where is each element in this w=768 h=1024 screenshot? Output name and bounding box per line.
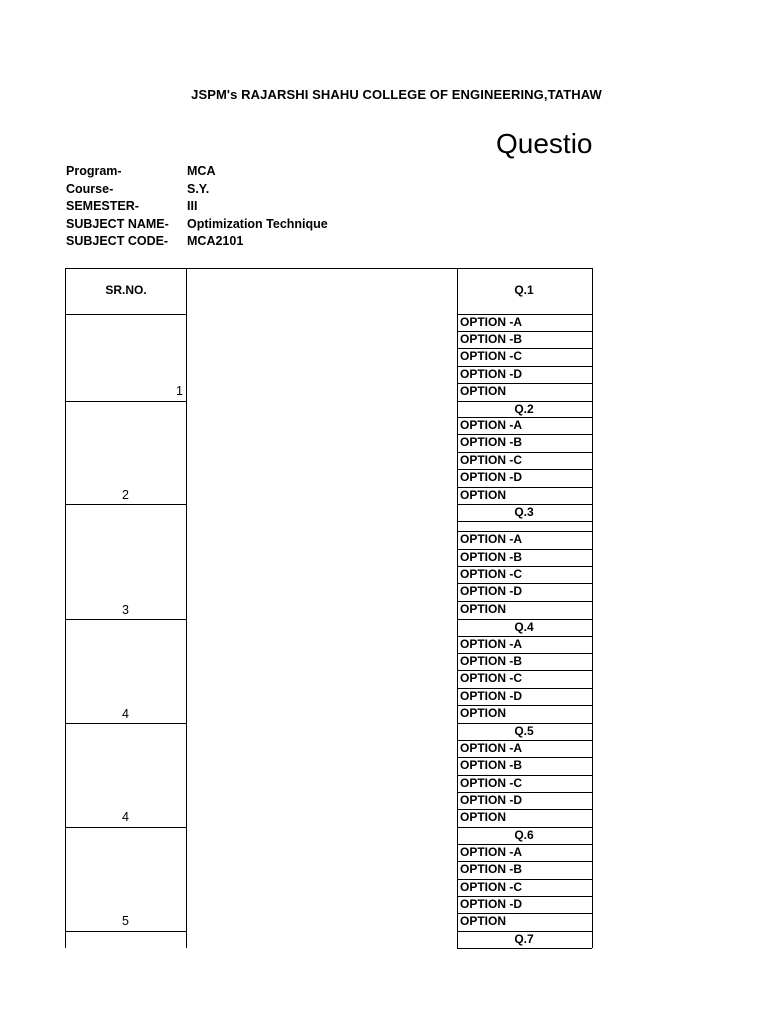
meta-value: III — [187, 199, 198, 213]
option-label: OPTION -B — [460, 435, 522, 449]
page-title: Questio — [496, 128, 593, 159]
option-label: OPTION -D — [460, 793, 522, 807]
sr-number: 3 — [122, 603, 129, 617]
option-label: OPTION — [460, 488, 507, 502]
question-label: Q.1 — [514, 283, 534, 297]
sr-row-line — [65, 931, 186, 932]
option-label: OPTION — [460, 914, 507, 928]
question-label: Q.5 — [514, 724, 534, 738]
question-column-left-border — [457, 268, 458, 948]
option-label: OPTION -B — [460, 758, 522, 772]
sr-no-header: SR.NO. — [105, 283, 147, 297]
option-label: OPTION -A — [460, 418, 522, 432]
option-label: OPTION -A — [460, 741, 522, 755]
sr-column-divider — [186, 268, 187, 948]
option-label: OPTION -D — [460, 584, 522, 598]
option-label: OPTION -D — [460, 689, 522, 703]
option-label: OPTION -A — [460, 315, 522, 329]
option-label: OPTION — [460, 706, 507, 720]
option-label: OPTION -B — [460, 550, 522, 564]
meta-key: SEMESTER- — [66, 199, 139, 213]
meta-value: MCA — [187, 164, 216, 178]
option-label: OPTION -A — [460, 532, 522, 546]
option-label: OPTION — [460, 810, 507, 824]
question-label: Q.2 — [514, 402, 534, 416]
sr-number: 1 — [176, 384, 183, 398]
table-top-border — [65, 268, 592, 269]
meta-value: Optimization Technique — [187, 216, 328, 231]
option-label: OPTION -B — [460, 654, 522, 668]
sr-number: 4 — [122, 707, 129, 721]
option-label: OPTION -D — [460, 470, 522, 484]
meta-value: S.Y. — [187, 181, 210, 196]
sr-row-line — [65, 504, 186, 505]
option-label: OPTION — [460, 602, 507, 616]
question-label: Q.4 — [514, 620, 534, 634]
option-label: OPTION -C — [460, 880, 522, 894]
option-label: OPTION -C — [460, 453, 522, 467]
sr-header-bottom — [65, 314, 186, 315]
option-label: OPTION -B — [460, 862, 522, 876]
option-label: OPTION -A — [460, 845, 522, 859]
option-label: OPTION -B — [460, 332, 522, 346]
table-right-border — [592, 268, 593, 948]
question-label: Q.7 — [514, 932, 534, 946]
sr-row-line — [65, 619, 186, 620]
question-label-row-line — [457, 521, 592, 522]
meta-key: SUBJECT NAME- — [66, 216, 169, 231]
option-label: OPTION -D — [460, 367, 522, 381]
sr-number: 4 — [122, 810, 129, 824]
sr-number: 2 — [122, 488, 129, 502]
question-label-row-line — [457, 948, 592, 949]
meta-key: Course- — [66, 181, 114, 196]
sr-row-line — [65, 827, 186, 828]
question-label: Q.3 — [514, 505, 534, 519]
option-label: OPTION — [460, 384, 507, 398]
question-label: Q.6 — [514, 828, 534, 842]
meta-key: Program- — [66, 164, 122, 178]
option-label: OPTION -C — [460, 567, 522, 581]
option-label: OPTION -A — [460, 637, 522, 651]
option-label: OPTION -D — [460, 897, 522, 911]
sr-row-line — [65, 723, 186, 724]
sr-row-line — [65, 401, 186, 402]
option-label: OPTION -C — [460, 776, 522, 790]
option-label: OPTION -C — [460, 671, 522, 685]
option-label: OPTION -C — [460, 349, 522, 363]
meta-key: SUBJECT CODE- — [66, 234, 169, 248]
meta-value: MCA2101 — [187, 234, 244, 248]
institution-name: JSPM's RAJARSHI SHAHU COLLEGE OF ENGINEERING,TATHAW — [191, 87, 602, 102]
sr-number: 5 — [122, 914, 129, 928]
